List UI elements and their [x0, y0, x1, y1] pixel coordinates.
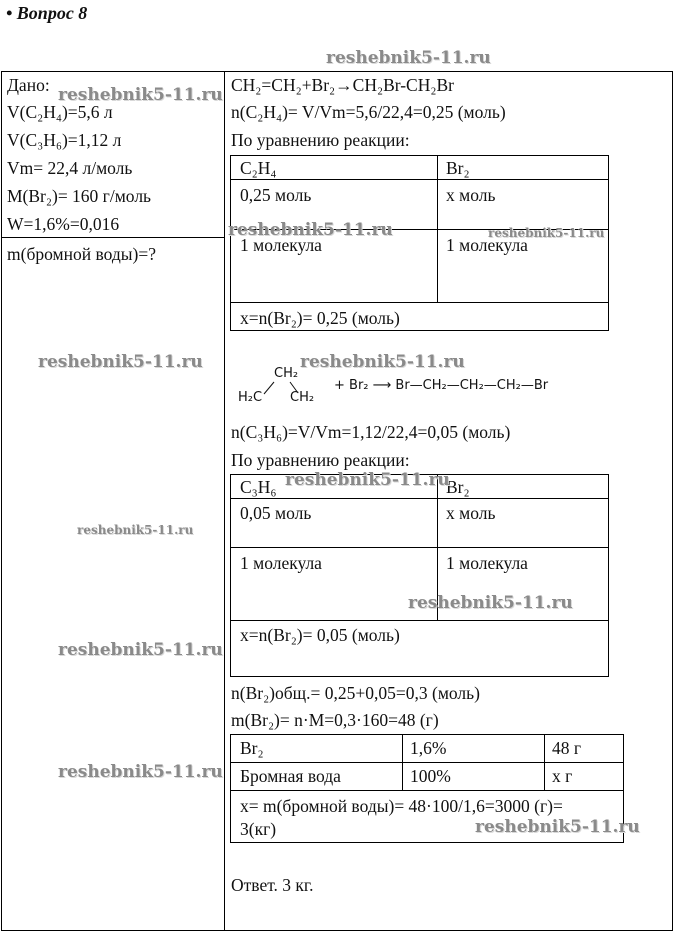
watermark: reshebnik5-11.ru: [38, 352, 203, 372]
table-cell: 0,05 моль: [240, 503, 312, 523]
table-cell: 1 молекула: [240, 235, 322, 255]
find-text: m(бромной воды)=?: [7, 244, 156, 264]
table-header: C₃H₆: [240, 477, 277, 497]
moles-cyclopropane: n(C₃H₆)=V/Vm=1,12/22,4=0,05 (моль): [231, 422, 511, 442]
table-cell: 1,6%: [410, 738, 447, 758]
given-line: V(C₃H₆)=1,12 л: [7, 130, 122, 150]
table-rule: [402, 734, 403, 791]
reaction-rest: + Br₂ ⟶ Br—CH₂—CH₂—CH₂—Br: [334, 378, 549, 393]
table-result: 3(кг): [240, 819, 277, 839]
watermark: reshebnik5-11.ru: [58, 640, 223, 660]
answer: Ответ. 3 кг.: [231, 875, 314, 895]
table-header: Br₂: [446, 158, 470, 178]
mass-bromine: m(Br₂)= n·M=0,3·160=48 (г): [231, 710, 439, 730]
table-cell: 1 молекула: [446, 553, 528, 573]
column-divider: [224, 71, 225, 931]
table-rule: [437, 155, 438, 303]
table-cell: 48 г: [552, 738, 582, 758]
given-line: W=1,6%=0,016: [7, 214, 120, 234]
watermark: reshebnik5-11.ru: [488, 226, 605, 240]
watermark: reshebnik5-11.ru: [300, 352, 465, 372]
table-cell: 100%: [410, 766, 451, 786]
table-result: x=n(Br₂)= 0,25 (моль): [240, 308, 400, 328]
by-reaction-label: По уравнению реакции:: [231, 450, 410, 470]
table-rule: [230, 762, 624, 763]
table-result: x= m(бромной воды)= 48·100/1,6=3000 (г)=: [240, 796, 563, 816]
total-moles: n(Br₂)общ.= 0,25+0,05=0,3 (моль): [231, 683, 480, 703]
table-rule: [230, 547, 609, 548]
table-header: Br₂: [446, 477, 470, 497]
given-divider: [1, 237, 225, 238]
watermark: reshebnik5-11.ru: [475, 817, 640, 837]
table-cell: x моль: [446, 185, 496, 205]
given-line: Vm= 22,4 л/моль: [7, 158, 133, 178]
table-cell: Бромная вода: [240, 766, 341, 786]
ring-top: CH₂: [274, 366, 299, 381]
watermark: reshebnik5-11.ru: [408, 593, 573, 613]
table-rule: [230, 179, 609, 180]
table-cell: x моль: [446, 503, 496, 523]
table-rule: [230, 620, 609, 621]
watermark: reshebnik5-11.ru: [326, 48, 491, 68]
table-cell: x г: [552, 766, 573, 786]
watermark: reshebnik5-11.ru: [228, 220, 393, 240]
given-line: V(C₂H₄)=5,6 л: [7, 102, 113, 122]
by-reaction-label: По уравнению реакции:: [231, 130, 410, 150]
table-cell: 1 молекула: [446, 235, 528, 255]
watermark: reshebnik5-11.ru: [58, 762, 223, 782]
ring-left: H₂C: [238, 390, 263, 405]
given-label: Дано:: [7, 75, 50, 95]
question-title: • Вопрос 8: [6, 3, 88, 23]
table-result: x=n(Br₂)= 0,05 (моль): [240, 625, 400, 645]
table-rule: [230, 790, 624, 791]
table-cell: 0,25 моль: [240, 185, 312, 205]
table-rule: [544, 734, 545, 791]
table-cell: 1 молекула: [240, 553, 322, 573]
table-header: C₂H₄: [240, 158, 277, 178]
moles-ethylene: n(C₂H₄)= V/Vm=5,6/22,4=0,25 (моль): [231, 102, 506, 122]
table-rule: [230, 302, 609, 303]
reaction-equation-1: CH₂=CH₂+Br₂→CH₂Br-CH₂Br: [231, 75, 454, 95]
table-cell: Br₂: [240, 738, 264, 758]
table-rule: [230, 498, 609, 499]
watermark: reshebnik5-11.ru: [77, 523, 194, 537]
watermark: reshebnik5-11.ru: [285, 470, 450, 490]
ring-right: CH₂: [290, 390, 315, 405]
watermark: reshebnik5-11.ru: [58, 85, 223, 105]
given-line: M(Br₂)= 160 г/моль: [7, 186, 152, 206]
